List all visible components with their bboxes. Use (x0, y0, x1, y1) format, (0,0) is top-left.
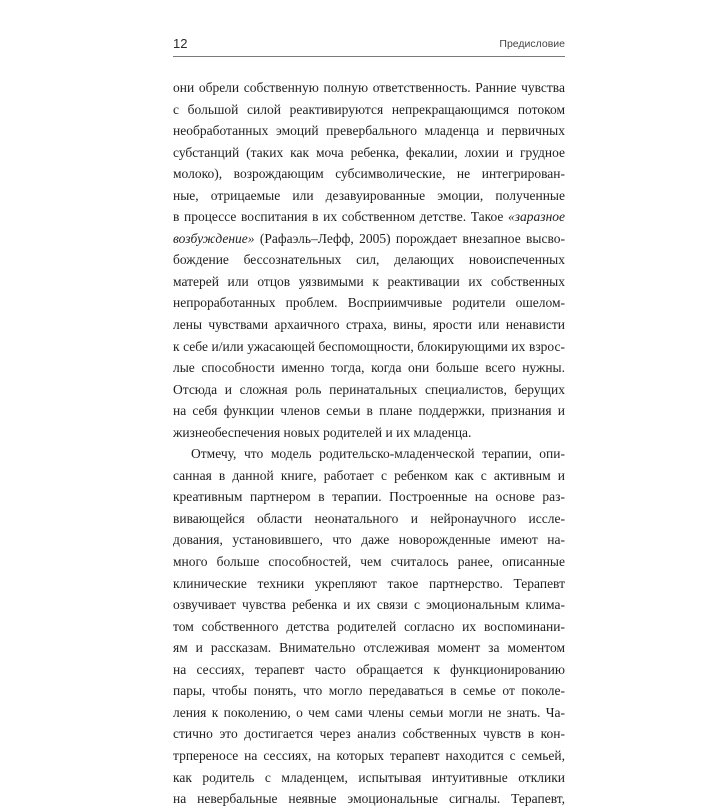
body-text (173, 77, 565, 810)
text-line: с большой силой реактивируются непрекращающимся потоком (173, 101, 565, 117)
text-line: они обрели собственную полную ответственность. Ранние чувства (173, 80, 565, 95)
text-line: вивающейся области неонатального и нейронаучного иссле- (173, 510, 565, 526)
text-fragment: в процессе воспитания в их собственном детстве. Такое (173, 209, 504, 225)
text-line: на сессиях, терапевт часто обращается к функционированию (173, 661, 565, 677)
text-line: лены чувствами архаичного страха, вины, ярости или ненависти (173, 317, 565, 333)
text-line: много больше способностей, чем считалось ранее, описанные (173, 554, 565, 570)
italic-term: «заразное (508, 209, 566, 225)
text-line: санная в данной книге, работает с ребенком как с активным и (173, 467, 565, 483)
text-line: на невербальные неявные эмоциональные сигналы. Терапевт, (173, 791, 565, 807)
text-line: клинические техники укрепляют такое партнерство. Терапевт (173, 575, 565, 591)
text-fragment: (Рафаэль–Лефф, 2005) порождает внезапное высво- (254, 230, 565, 246)
text-line: ления к поколению, о чем сами члены семьи могли не знать. Ча- (173, 704, 565, 720)
text-line: Отсюда и сложная роль перинатальных специалистов, берущих (173, 381, 565, 397)
text-line: пары, чтобы понять, что могло передаваться в семье от поколе- (173, 683, 565, 699)
text-line: матерей или отцов уязвимыми к реактивации их собственных (173, 273, 565, 289)
text-line: непроработанных проблем. Восприимчивые родители ошелом- (173, 295, 565, 311)
text-line: молоко), возрождающим субсимволические, не интегрирован- (173, 166, 565, 182)
italic-term: возбуждение» (173, 230, 255, 246)
text-line: ям и рассказам. Внимательно отслеживая момент за моментом (173, 640, 565, 656)
running-head (173, 36, 565, 56)
text-line: стично это достигается через анализ собственных чувств в кон- (173, 726, 565, 742)
header-rule (173, 56, 565, 57)
text-line (173, 228, 565, 250)
text-line: креативным партнером в терапии. Построенные на основе раз- (173, 489, 565, 505)
text-line: необработанных эмоций превербального младенца и первичных (173, 123, 565, 139)
text-line: к себе и/или ужасающей беспомощности, блокирующими их взрос- (173, 338, 565, 354)
section-title: Предисловие (499, 38, 565, 50)
text-line: жизнеобеспечения новых родителей и их младенца. (173, 424, 472, 440)
text-line: бождение бессознательных сил, делающих новоиспеченных (173, 252, 565, 268)
text-line: как родитель с младенцем, испытывая интуитивные отклики (173, 769, 565, 785)
text-line: лые способности именно тогда, когда они больше всего нужны. (173, 360, 565, 376)
text-line: том собственного детства родителей согласно их воспоминани- (173, 618, 565, 634)
page-number: 12 (173, 36, 188, 51)
text-line (173, 206, 565, 228)
text-line: озвучивает чувства ребенка и их связи с эмоциональным клима- (173, 597, 565, 613)
paragraph-start: Отмечу, что модель родительско-младенческой терапии, опи- (191, 446, 565, 462)
text-line: ные, отрицаемые или дезавуированные эмоции, полученные (173, 187, 565, 203)
text-line: трпереносе на сессиях, на которых терапевт находится с семьей, (173, 747, 565, 763)
text-line: на себя функции членов семьи в плане поддержки, признания и (173, 403, 565, 419)
text-line: дования, установившего, что даже новорожденные имеют на- (173, 532, 565, 548)
text-line: субстанций (таких как моча ребенка, фекалии, лохии и грудное (173, 144, 565, 160)
